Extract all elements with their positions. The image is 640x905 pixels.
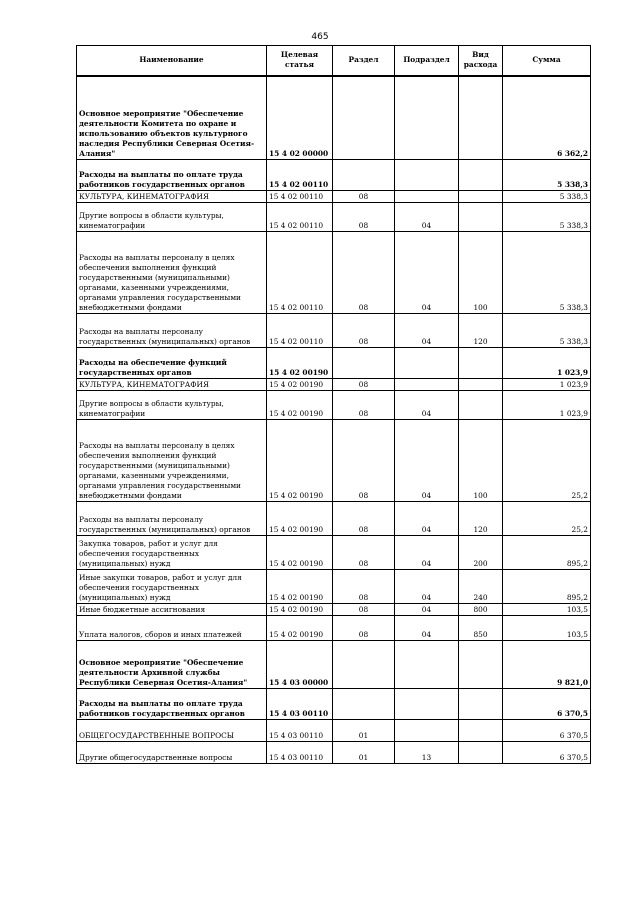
cell-subsection	[395, 191, 459, 203]
table-row	[77, 570, 591, 604]
header-section: Раздел	[333, 46, 395, 76]
cell-name: Расходы на выплаты персоналу в целях обеспечения выполнения функций государственными (муниципальными) органами, казенными учреждениями, органами управления государственными внебюджетными фондами	[77, 232, 267, 314]
cell-section	[333, 160, 395, 191]
table-row	[77, 348, 591, 379]
cell-sum: 103,5	[503, 604, 591, 616]
cell-subsection: 04	[395, 616, 459, 641]
cell-sum: 1 023,9	[503, 391, 591, 420]
cell-name: Расходы на обеспечение функций государственных органов	[77, 348, 267, 379]
cell-sum: 895,2	[503, 570, 591, 604]
cell-section: 08	[333, 391, 395, 420]
cell-section	[333, 641, 395, 689]
table-row	[77, 742, 591, 764]
cell-subsection	[395, 689, 459, 720]
cell-expense-type	[459, 379, 503, 391]
cell-expense-type	[459, 191, 503, 203]
cell-target-code: 15 4 02 00190	[267, 502, 333, 536]
table-row	[77, 641, 591, 689]
header-expense-type: Вид расхода	[459, 46, 503, 76]
cell-subsection: 13	[395, 742, 459, 764]
cell-expense-type: 850	[459, 616, 503, 641]
cell-section	[333, 76, 395, 160]
cell-subsection: 04	[395, 232, 459, 314]
cell-target-code: 15 4 02 00190	[267, 391, 333, 420]
cell-name: ОБЩЕГОСУДАРСТВЕННЫЕ ВОПРОСЫ	[77, 720, 267, 742]
cell-name: Уплата налогов, сборов и иных платежей	[77, 616, 267, 641]
cell-name: Основное мероприятие "Обеспечение деятельности Комитета по охране и использованию объектов культурного наследия Республики Северная Осетия-Алания"	[77, 76, 267, 160]
cell-subsection: 04	[395, 203, 459, 232]
table-row	[77, 720, 591, 742]
cell-name: Другие вопросы в области культуры, кинематографии	[77, 203, 267, 232]
cell-subsection: 04	[395, 502, 459, 536]
cell-section: 08	[333, 570, 395, 604]
cell-sum: 5 338,3	[503, 232, 591, 314]
cell-section: 08	[333, 379, 395, 391]
table-row	[77, 616, 591, 641]
header-name: Наименование	[77, 46, 267, 76]
budget-table	[76, 45, 591, 764]
table-row	[77, 502, 591, 536]
table-row	[77, 232, 591, 314]
cell-sum: 5 338,3	[503, 203, 591, 232]
table-row	[77, 536, 591, 570]
cell-target-code: 15 4 02 00190	[267, 616, 333, 641]
cell-expense-type	[459, 689, 503, 720]
cell-target-code: 15 4 02 00110	[267, 160, 333, 191]
cell-name: Расходы на выплаты персоналу государственных (муниципальных) органов	[77, 502, 267, 536]
cell-sum: 9 821,0	[503, 641, 591, 689]
cell-subsection	[395, 76, 459, 160]
cell-sum: 6 370,5	[503, 742, 591, 764]
cell-target-code: 15 4 02 00110	[267, 314, 333, 348]
cell-subsection: 04	[395, 420, 459, 502]
table-row	[77, 689, 591, 720]
cell-section	[333, 689, 395, 720]
cell-expense-type: 240	[459, 570, 503, 604]
cell-target-code: 15 4 02 00110	[267, 203, 333, 232]
table-row	[77, 420, 591, 502]
cell-sum: 5 338,3	[503, 314, 591, 348]
cell-target-code: 15 4 03 00110	[267, 742, 333, 764]
cell-expense-type	[459, 160, 503, 191]
cell-target-code: 15 4 02 00190	[267, 536, 333, 570]
cell-sum: 103,5	[503, 616, 591, 641]
cell-target-code: 15 4 02 00190	[267, 379, 333, 391]
cell-sum: 25,2	[503, 420, 591, 502]
cell-name: Иные бюджетные ассигнования	[77, 604, 267, 616]
cell-target-code: 15 4 03 00110	[267, 720, 333, 742]
table-row	[77, 160, 591, 191]
cell-name: Расходы на выплаты по оплате труда работников государственных органов	[77, 689, 267, 720]
cell-name: Закупка товаров, работ и услуг для обеспечения государственных (муниципальных) нужд	[77, 536, 267, 570]
header-target: Целевая статья	[267, 46, 333, 76]
cell-name: Расходы на выплаты персоналу государственных (муниципальных) органов	[77, 314, 267, 348]
cell-sum: 5 338,3	[503, 191, 591, 203]
cell-subsection	[395, 160, 459, 191]
cell-name: Другие общегосударственные вопросы	[77, 742, 267, 764]
cell-section: 08	[333, 314, 395, 348]
cell-subsection: 04	[395, 314, 459, 348]
cell-section: 08	[333, 536, 395, 570]
cell-section: 08	[333, 420, 395, 502]
cell-sum: 6 370,5	[503, 689, 591, 720]
cell-name: Расходы на выплаты персоналу в целях обеспечения выполнения функций государственными (муниципальными) органами, казенными учреждениями, органами управления государственными внебюджетными фондами	[77, 420, 267, 502]
cell-section	[333, 348, 395, 379]
cell-name: КУЛЬТУРА, КИНЕМАТОГРАФИЯ	[77, 379, 267, 391]
cell-sum: 6 370,5	[503, 720, 591, 742]
cell-subsection	[395, 720, 459, 742]
cell-section: 08	[333, 502, 395, 536]
cell-section: 01	[333, 742, 395, 764]
table-row	[77, 191, 591, 203]
cell-target-code: 15 4 02 00110	[267, 191, 333, 203]
cell-sum: 1 023,9	[503, 379, 591, 391]
cell-target-code: 15 4 02 00000	[267, 76, 333, 160]
header-sum: Сумма	[503, 46, 591, 76]
cell-section: 08	[333, 232, 395, 314]
page-number: 465	[311, 32, 329, 42]
cell-section: 08	[333, 616, 395, 641]
table-row	[77, 314, 591, 348]
table-row	[77, 391, 591, 420]
table-row	[77, 604, 591, 616]
cell-expense-type: 200	[459, 536, 503, 570]
cell-name: Основное мероприятие "Обеспечение деятельности Архивной службы Республики Северная Осетия-Алания"	[77, 641, 267, 689]
cell-section: 08	[333, 191, 395, 203]
cell-target-code: 15 4 02 00190	[267, 348, 333, 379]
cell-expense-type	[459, 203, 503, 232]
cell-expense-type	[459, 641, 503, 689]
table-body	[77, 76, 591, 764]
cell-expense-type: 100	[459, 232, 503, 314]
cell-subsection: 04	[395, 570, 459, 604]
cell-expense-type	[459, 720, 503, 742]
cell-sum: 895,2	[503, 536, 591, 570]
cell-expense-type	[459, 348, 503, 379]
cell-target-code: 15 4 03 00110	[267, 689, 333, 720]
table-row	[77, 379, 591, 391]
cell-sum: 25,2	[503, 502, 591, 536]
cell-subsection: 04	[395, 604, 459, 616]
cell-expense-type: 800	[459, 604, 503, 616]
cell-expense-type	[459, 391, 503, 420]
cell-expense-type: 120	[459, 502, 503, 536]
cell-subsection	[395, 641, 459, 689]
table-header-row	[77, 46, 591, 76]
cell-sum: 6 362,2	[503, 76, 591, 160]
cell-name: Другие вопросы в области культуры, кинематографии	[77, 391, 267, 420]
cell-section: 01	[333, 720, 395, 742]
cell-subsection: 04	[395, 536, 459, 570]
cell-target-code: 15 4 02 00190	[267, 604, 333, 616]
cell-name: Расходы на выплаты по оплате труда работников государственных органов	[77, 160, 267, 191]
cell-expense-type: 120	[459, 314, 503, 348]
cell-target-code: 15 4 02 00190	[267, 420, 333, 502]
cell-sum: 1 023,9	[503, 348, 591, 379]
cell-subsection	[395, 379, 459, 391]
header-subsection: Подраздел	[395, 46, 459, 76]
cell-target-code: 15 4 02 00110	[267, 232, 333, 314]
cell-name: КУЛЬТУРА, КИНЕМАТОГРАФИЯ	[77, 191, 267, 203]
cell-section: 08	[333, 203, 395, 232]
cell-expense-type	[459, 742, 503, 764]
cell-expense-type: 100	[459, 420, 503, 502]
cell-subsection: 04	[395, 391, 459, 420]
cell-name: Иные закупки товаров, работ и услуг для обеспечения государственных (муниципальных) нужд	[77, 570, 267, 604]
cell-subsection	[395, 348, 459, 379]
cell-sum: 5 338,3	[503, 160, 591, 191]
cell-section: 08	[333, 604, 395, 616]
table-row	[77, 203, 591, 232]
cell-target-code: 15 4 03 00000	[267, 641, 333, 689]
cell-target-code: 15 4 02 00190	[267, 570, 333, 604]
cell-expense-type	[459, 76, 503, 160]
table-row	[77, 76, 591, 160]
